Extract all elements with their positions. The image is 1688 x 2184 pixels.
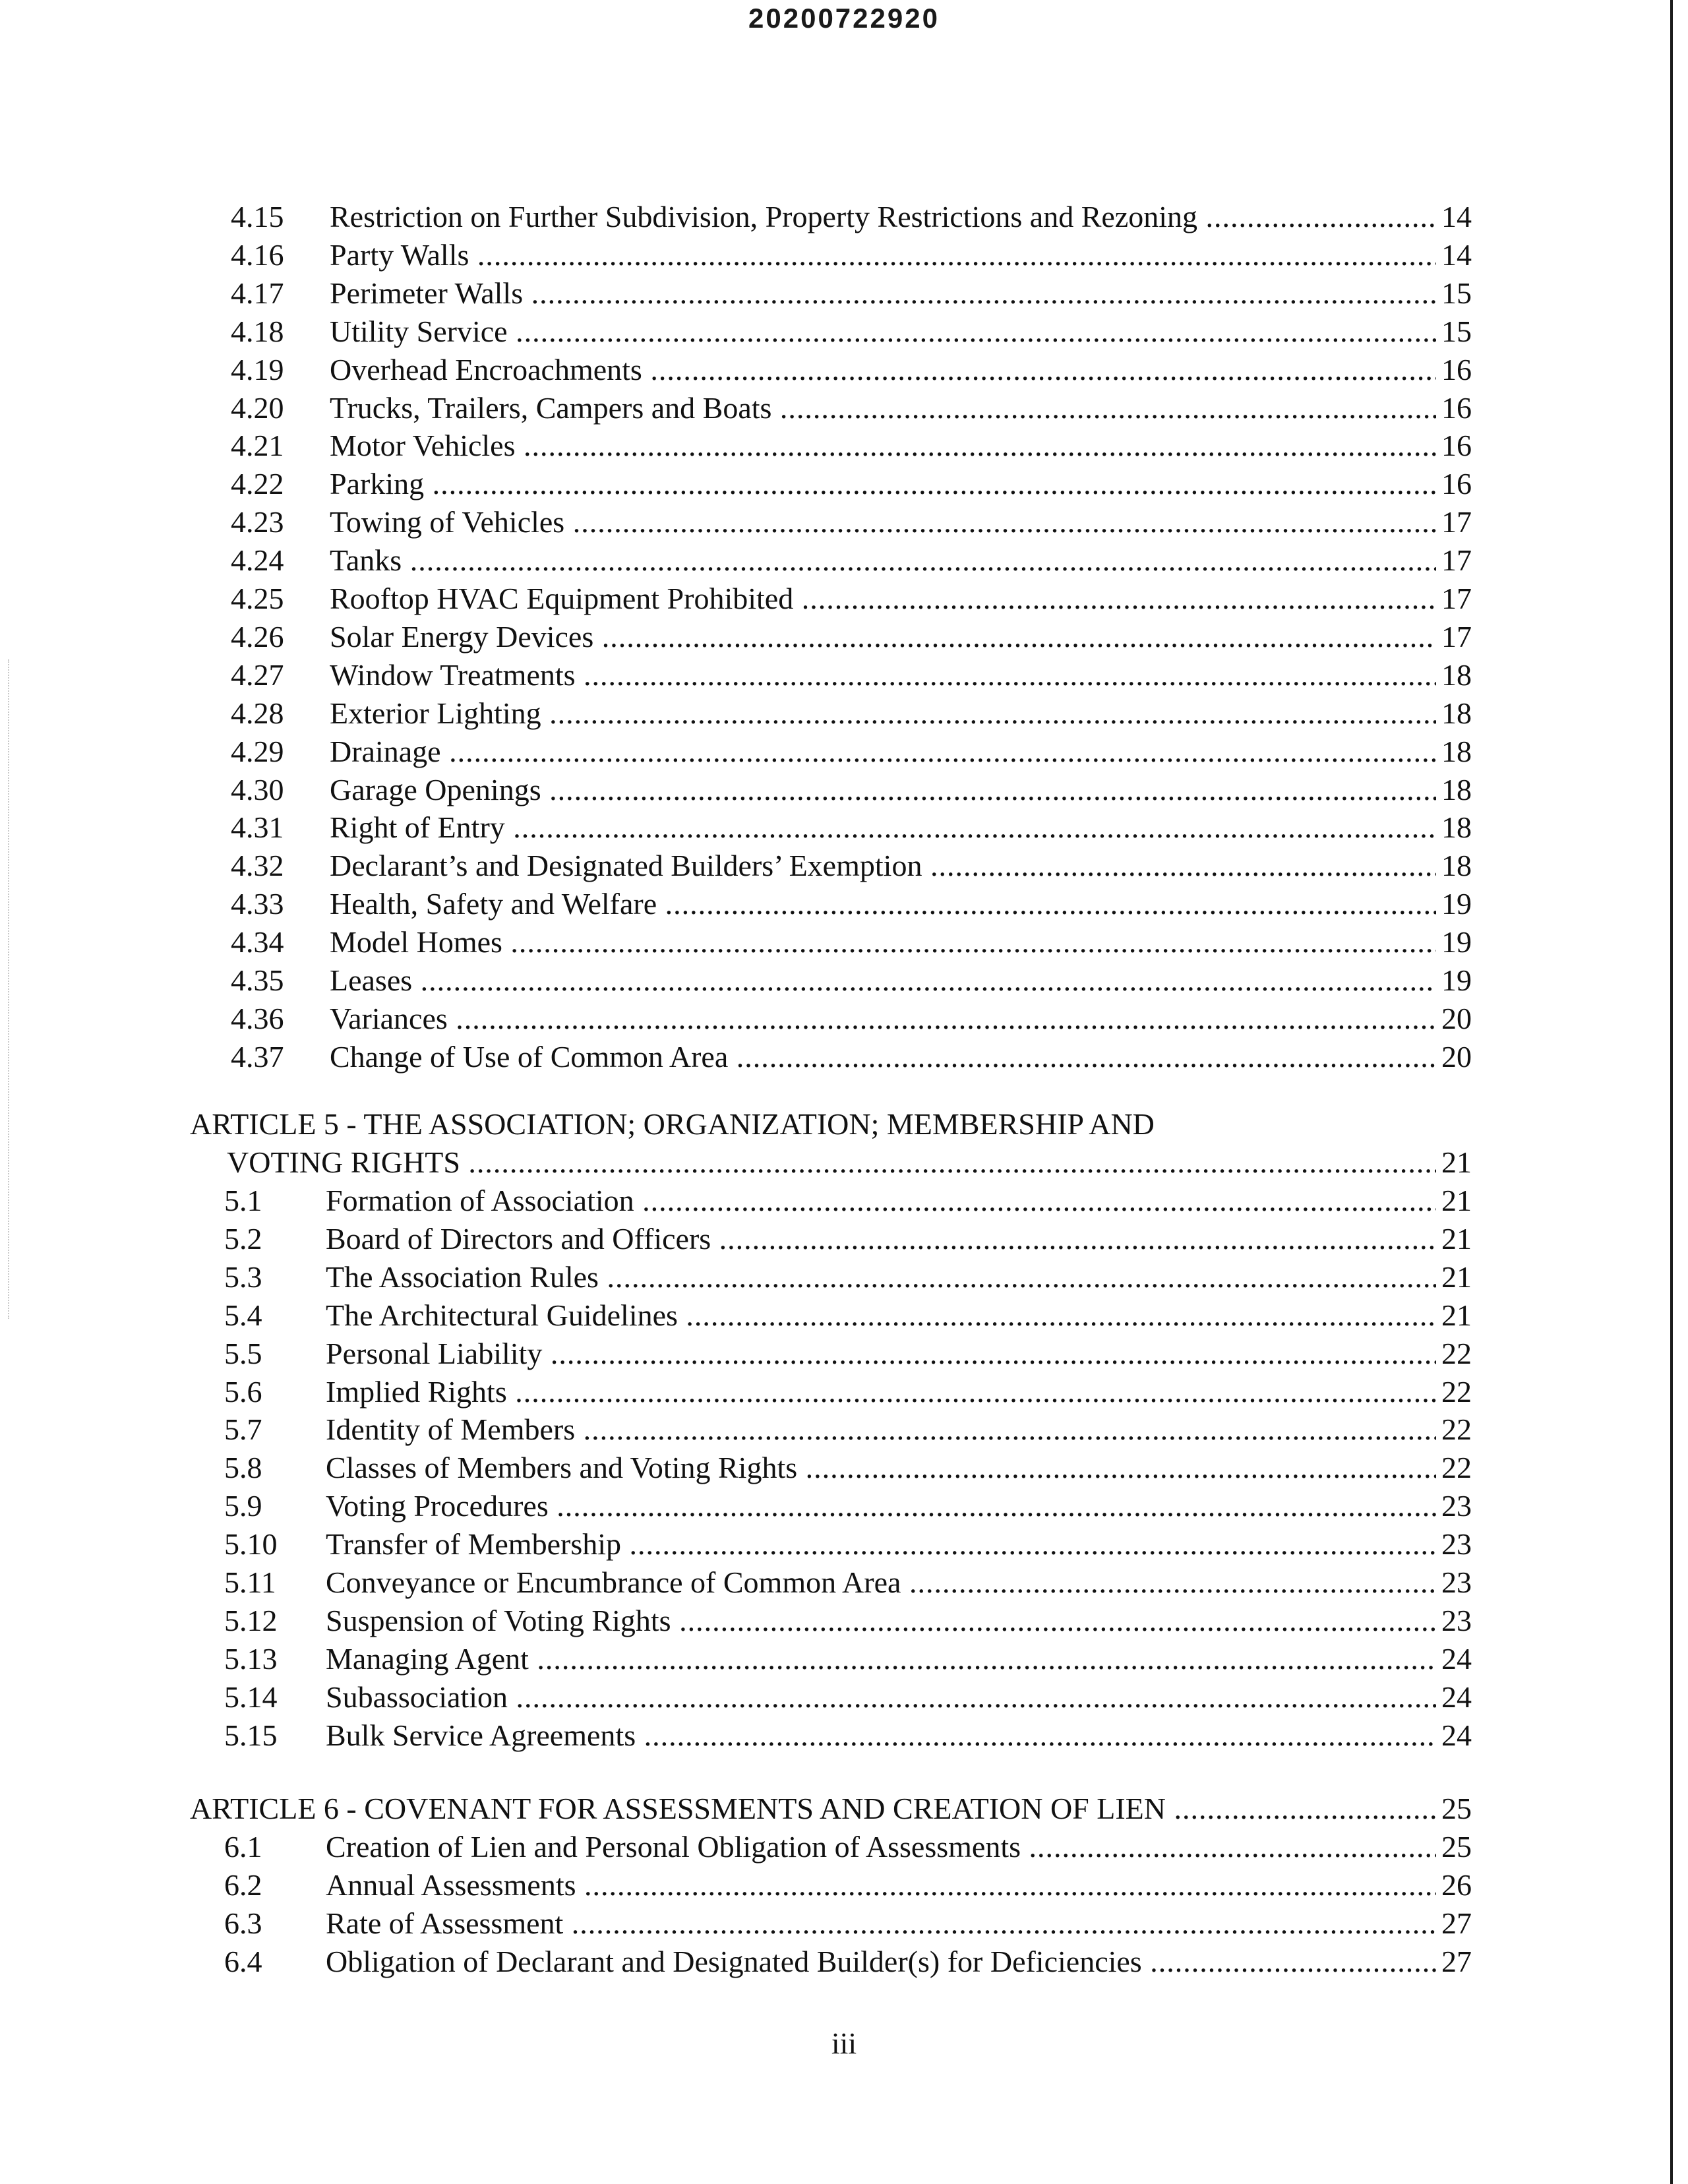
toc-entry: [0, 1943, 1688, 1981]
toc-entry: [0, 1790, 1688, 1828]
toc-section-number: 6.4: [224, 1944, 262, 1978]
toc-page-number: 23: [1439, 1563, 1472, 1602]
toc-page-number: 18: [1439, 733, 1472, 771]
toc-entry: [0, 580, 1688, 618]
toc-section-number: 4.28: [231, 696, 284, 730]
toc-section-number: 5.5: [224, 1336, 262, 1370]
toc-section-title: Change of Use of Common Area .....: [330, 1038, 1436, 1076]
toc-section-number: 4.31: [231, 810, 284, 845]
toc-section-number: 5.7: [224, 1412, 262, 1447]
toc-section-number: 5.6: [224, 1374, 262, 1409]
toc-section-title: Right of Entry .....: [330, 808, 1436, 847]
toc-section-number: 4.35: [231, 963, 284, 997]
toc-entry: [0, 847, 1688, 885]
toc-page-number: 17: [1439, 541, 1472, 580]
toc-entry: [0, 771, 1688, 809]
toc-section-title: Exterior Lighting .....: [330, 694, 1436, 733]
toc-section-title: Implied Rights .....: [326, 1373, 1436, 1411]
toc-page-number: 20: [1439, 1038, 1472, 1076]
toc-page-number: 25: [1439, 1790, 1472, 1828]
toc-page-number: 15: [1439, 274, 1472, 313]
toc-page-number: 25: [1439, 1828, 1472, 1866]
toc-section-title: Formation of Association .....: [326, 1182, 1436, 1220]
toc-entry: [0, 1449, 1688, 1487]
toc-section-title: Classes of Members and Voting Rights .....: [326, 1449, 1436, 1487]
toc-section-title: Restriction on Further Subdivision, Property Restrictions and Rezoning .....: [330, 198, 1436, 236]
toc-page-number: 16: [1439, 389, 1472, 427]
toc-entry: [0, 427, 1688, 465]
toc-entry: [0, 733, 1688, 771]
toc-entry: [0, 1410, 1688, 1449]
toc-section-number: 4.22: [231, 467, 284, 501]
toc-section-title: Personal Liability .....: [326, 1335, 1436, 1373]
toc-page-number: 17: [1439, 580, 1472, 618]
toc-page-number: 27: [1439, 1943, 1472, 1981]
toc-section-number: 4.20: [231, 390, 284, 425]
toc-page-number: 16: [1439, 427, 1472, 465]
article-5-heading: ARTICLE 5 - THE ASSOCIATION; ORGANIZATION; MEMBERSHIP AND: [190, 1107, 1155, 1141]
toc-section-number: 4.26: [231, 619, 284, 653]
toc-section-number: 4.23: [231, 505, 284, 539]
footer-page-number: iii: [831, 2026, 857, 2060]
toc-section-number: 4.15: [231, 200, 284, 233]
toc-section-number: 6.1: [224, 1830, 262, 1864]
toc-entry: [0, 236, 1688, 274]
toc-page-number: 14: [1439, 236, 1472, 274]
toc-section-number: 4.27: [231, 657, 284, 692]
toc-section-number: 4.33: [231, 887, 284, 921]
toc-page-number: 18: [1439, 656, 1472, 694]
toc-entry: [0, 1000, 1688, 1038]
toc-entry: [0, 1296, 1688, 1335]
toc-section-title: Perimeter Walls .....: [330, 274, 1436, 313]
toc-page-number: 21: [1439, 1182, 1472, 1220]
toc-section-number: 4.16: [231, 237, 284, 272]
toc-page-number: 17: [1439, 618, 1472, 656]
toc-page-number: 22: [1439, 1335, 1472, 1373]
toc-section-title: Solar Energy Devices .....: [330, 618, 1436, 656]
toc-entry: [0, 1828, 1688, 1866]
toc-section-title: Subassociation .....: [326, 1678, 1436, 1716]
toc-section-title: Rate of Assessment .....: [326, 1904, 1436, 1943]
toc-section-number: 5.2: [224, 1221, 262, 1256]
toc-section-title: Tanks .....: [330, 541, 1436, 580]
toc-entry: [0, 1563, 1688, 1602]
toc-entry: [0, 1904, 1688, 1943]
toc-section-number: 4.32: [231, 849, 284, 883]
toc-section-title: Motor Vehicles .....: [330, 427, 1436, 465]
toc-entry: [0, 465, 1688, 503]
toc-section-number: 5.8: [224, 1451, 262, 1485]
toc-section-title: Transfer of Membership .....: [326, 1525, 1436, 1563]
toc-entry: [0, 808, 1688, 847]
toc-page-number: 21: [1439, 1143, 1472, 1182]
toc-entry: [0, 274, 1688, 313]
toc-page-number: 23: [1439, 1602, 1472, 1640]
toc-entry: [0, 1220, 1688, 1258]
toc-entry: [0, 618, 1688, 656]
toc-section-number: 5.13: [224, 1641, 278, 1676]
toc-entry: [0, 541, 1688, 580]
toc-section-title: Board of Directors and Officers .....: [326, 1220, 1436, 1258]
toc-section-title: ARTICLE 6 - COVENANT FOR ASSESSMENTS AND CREATION OF LIEN .....: [190, 1790, 1436, 1828]
toc-section-number: 5.10: [224, 1527, 278, 1562]
toc-section-title: Voting Procedures .....: [326, 1487, 1436, 1525]
toc-section-title: Leases .....: [330, 961, 1436, 1000]
toc-section-title: Drainage .....: [330, 733, 1436, 771]
toc-entry: [0, 1525, 1688, 1563]
toc-section-title: The Architectural Guidelines .....: [326, 1296, 1436, 1335]
toc-section-number: 6.2: [224, 1867, 262, 1902]
toc-section-number: 5.3: [224, 1259, 262, 1294]
toc-entry: [0, 1487, 1688, 1525]
toc-section-number: 5.1: [224, 1184, 262, 1217]
toc-section-title: Parking .....: [330, 465, 1436, 503]
toc-section-title: Managing Agent .....: [326, 1640, 1436, 1678]
toc-entry: [0, 1335, 1688, 1373]
toc-section-title: The Association Rules .....: [326, 1258, 1436, 1296]
toc-entry: [0, 1038, 1688, 1076]
toc-section-title: Variances .....: [330, 1000, 1436, 1038]
toc-entry: [0, 694, 1688, 733]
toc-section-number: 6.3: [224, 1906, 262, 1940]
toc-page-number: 16: [1439, 351, 1472, 389]
toc-section-title: Trucks, Trailers, Campers and Boats .....: [330, 389, 1436, 427]
toc-page-number: 19: [1439, 885, 1472, 923]
toc-entry: [0, 313, 1688, 351]
toc-page-number: 15: [1439, 313, 1472, 351]
toc-section-number: 4.29: [231, 734, 284, 768]
toc-page-number: 24: [1439, 1678, 1472, 1716]
toc-entry: [0, 1716, 1688, 1755]
toc-section-number: 5.15: [224, 1718, 278, 1752]
toc-section-title: VOTING RIGHTS .....: [227, 1143, 1436, 1182]
toc-entry: [0, 656, 1688, 694]
toc-section-title: Creation of Lien and Personal Obligation of Assessments .....: [326, 1828, 1436, 1866]
toc-entry: [0, 961, 1688, 1000]
toc-section-number: 5.4: [224, 1298, 262, 1332]
toc-section-number: 4.30: [231, 772, 284, 806]
toc-page-number: 14: [1439, 198, 1472, 236]
toc-section-number: 5.14: [224, 1680, 278, 1714]
toc-section-title: Identity of Members .....: [326, 1410, 1436, 1449]
toc-section-number: 5.9: [224, 1489, 262, 1523]
toc-page-number: 23: [1439, 1525, 1472, 1563]
toc-entry: [0, 198, 1688, 236]
toc-section-number: 5.12: [224, 1603, 278, 1637]
toc-page-number: 18: [1439, 694, 1472, 733]
toc-entry: [0, 1866, 1688, 1904]
toc-section-number: 4.19: [231, 352, 284, 386]
toc-section-title: Conveyance or Encumbrance of Common Area .....: [326, 1563, 1436, 1602]
toc-section-number: 5.11: [224, 1565, 276, 1599]
toc-section-number: 4.34: [231, 925, 284, 959]
toc-section-number: 4.21: [231, 429, 284, 463]
toc-entry: [0, 1373, 1688, 1411]
toc-section-title: Rooftop HVAC Equipment Prohibited .....: [330, 580, 1436, 618]
toc-section-title: Party Walls .....: [330, 236, 1436, 274]
toc-page-number: 27: [1439, 1904, 1472, 1943]
toc-section-title: Health, Safety and Welfare .....: [330, 885, 1436, 923]
toc-entry: [0, 1258, 1688, 1296]
toc-page-number: 23: [1439, 1487, 1472, 1525]
toc-page-number: 19: [1439, 961, 1472, 1000]
toc-entry: [0, 923, 1688, 961]
toc-page-number: 18: [1439, 771, 1472, 809]
toc-entry: [0, 351, 1688, 389]
toc-page-number: 24: [1439, 1716, 1472, 1755]
toc-entry: [0, 1602, 1688, 1640]
toc-page-number: 16: [1439, 465, 1472, 503]
toc-section-number: 4.24: [231, 543, 284, 578]
toc-entry: [0, 1143, 1688, 1182]
toc-section-title: Declarant’s and Designated Builders’ Exemption .....: [330, 847, 1436, 885]
toc-section-title: Utility Service .....: [330, 313, 1436, 351]
toc-page-number: 26: [1439, 1866, 1472, 1904]
toc-section-title: Garage Openings .....: [330, 771, 1436, 809]
toc-entry: [0, 1182, 1688, 1220]
toc-section-title: Bulk Service Agreements .....: [326, 1716, 1436, 1755]
toc-section-number: 4.25: [231, 582, 284, 615]
toc-page-number: 22: [1439, 1410, 1472, 1449]
toc-entry: [0, 1640, 1688, 1678]
toc-page-number: 18: [1439, 847, 1472, 885]
toc-page-number: 17: [1439, 503, 1472, 541]
toc-page-number: 18: [1439, 808, 1472, 847]
toc-page-number: 21: [1439, 1296, 1472, 1335]
toc-page-number: 19: [1439, 923, 1472, 961]
toc-section-number: 4.37: [231, 1039, 284, 1074]
toc-section-title: Model Homes .....: [330, 923, 1436, 961]
toc-page-number: 24: [1439, 1640, 1472, 1678]
toc-section-number: 4.18: [231, 314, 284, 348]
toc-page-number: 21: [1439, 1220, 1472, 1258]
toc-entry: [0, 389, 1688, 427]
toc-page-number: 22: [1439, 1449, 1472, 1487]
toc-page-number: 22: [1439, 1373, 1472, 1411]
toc-page-number: 21: [1439, 1258, 1472, 1296]
toc-section-title: Annual Assessments .....: [326, 1866, 1436, 1904]
toc-entry: [0, 885, 1688, 923]
document-number: 20200722920: [748, 3, 940, 34]
toc-entry: [0, 503, 1688, 541]
toc-section-title: Suspension of Voting Rights .....: [326, 1602, 1436, 1640]
toc-section-title: Overhead Encroachments .....: [330, 351, 1436, 389]
toc-entry: [0, 1678, 1688, 1716]
toc-section-title: Obligation of Declarant and Designated Builder(s) for Deficiencies .....: [326, 1943, 1436, 1981]
toc-page-number: 20: [1439, 1000, 1472, 1038]
toc-section-number: 4.17: [231, 276, 284, 310]
toc-section-title: Window Treatments .....: [330, 656, 1436, 694]
toc-section-number: 4.36: [231, 1001, 284, 1035]
toc-section-title: Towing of Vehicles .....: [330, 503, 1436, 541]
